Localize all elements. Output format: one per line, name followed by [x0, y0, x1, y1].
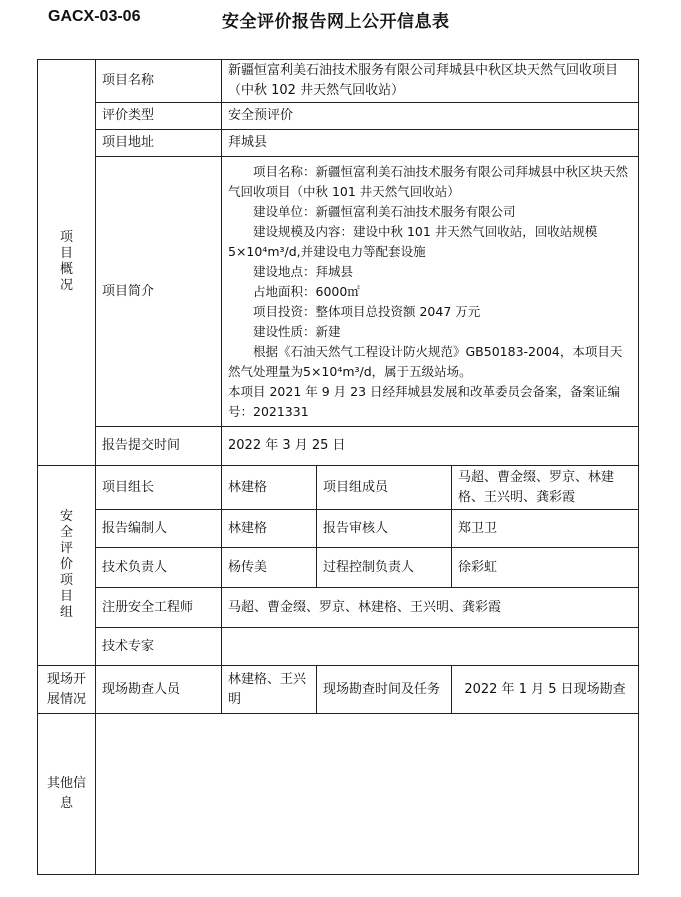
evaluation-type-value: 安全预评价 [222, 103, 639, 130]
report-reviewer-label: 报告审核人 [317, 510, 452, 548]
section-overview: 项目概况 [38, 60, 96, 466]
intro-line: 占地面积：6000㎡ [253, 283, 360, 299]
info-table [37, 59, 639, 875]
document-code: GACX-03-06 [48, 8, 141, 25]
site-survey-staff-value: 林建格、王兴明 [222, 666, 317, 714]
project-name-value: 新疆恒富利美石油技术服务有限公司拜城县中秋区块天然气回收项目（中秋 102 井天然气回收站） [222, 60, 639, 103]
report-reviewer-value: 郑卫卫 [452, 510, 639, 548]
intro-line: 本项目 2021 年 9 月 23 日经拜城县发展和改革委员会备案，备案证编号：2021331 [228, 383, 621, 419]
team-leader-label: 项目组长 [96, 466, 222, 510]
section-site: 现场开展情况 [38, 666, 96, 714]
tech-lead-label: 技术负责人 [96, 548, 222, 588]
project-address-value: 拜城县 [222, 130, 639, 157]
intro-line: 根据《石油天然气工程设计防火规范》GB50183-2004，本项目天然气处理量为5×10⁴m³/d，属于五级站场。 [228, 343, 623, 379]
intro-line: 建设规模及内容：建设中秋 101 井天然气回收站，回收站规模5×10⁴m³/d,并建设电力等配套设施 [228, 223, 598, 259]
intro-line: 建设单位：新疆恒富利美石油技术服务有限公司 [253, 203, 516, 219]
safety-engineers-value: 马超、曹金缀、罗京、林建格、王兴明、龚彩霞 [222, 588, 639, 628]
section-team: 安全评价项目组 [38, 466, 96, 666]
safety-engineers-label: 注册安全工程师 [96, 588, 222, 628]
project-intro-label: 项目简介 [96, 157, 222, 427]
tech-lead-value: 杨传美 [222, 548, 317, 588]
site-survey-time-value: 2022 年 1 月 5 日现场勘查 [452, 666, 639, 714]
intro-line: 项目投资：整体项目总投资额 2047 万元 [253, 303, 481, 319]
site-survey-staff-label: 现场勘查人员 [96, 666, 222, 714]
team-members-label: 项目组成员 [317, 466, 452, 510]
site-survey-time-label: 现场勘查时间及任务 [317, 666, 452, 714]
team-members-value: 马超、曹金缀、罗京、林建格、王兴明、龚彩霞 [452, 466, 639, 510]
other-info-value [96, 714, 639, 875]
project-intro [222, 157, 639, 427]
project-address-label: 项目地址 [96, 130, 222, 157]
submit-time-value: 2022 年 3 月 25 日 [222, 427, 639, 466]
section-other: 其他信息 [38, 714, 96, 875]
evaluation-type-label: 评价类型 [96, 103, 222, 130]
report-author-value: 林建格 [222, 510, 317, 548]
project-name-label: 项目名称 [96, 60, 222, 103]
tech-expert-label: 技术专家 [96, 628, 222, 666]
document-title: 安全评价报告网上公开信息表 [222, 12, 450, 32]
process-control-value: 徐彩虹 [452, 548, 639, 588]
team-leader-value: 林建格 [222, 466, 317, 510]
process-control-label: 过程控制负责人 [317, 548, 452, 588]
intro-line: 建设地点：拜城县 [253, 263, 354, 279]
intro-line: 项目名称：新疆恒富利美石油技术服务有限公司拜城县中秋区块天然气回收项目（中秋 101 井天然气回收站） [228, 163, 629, 199]
tech-expert-value [222, 628, 639, 666]
submit-time-label: 报告提交时间 [96, 427, 222, 466]
report-author-label: 报告编制人 [96, 510, 222, 548]
intro-line: 建设性质：新建 [253, 323, 341, 339]
